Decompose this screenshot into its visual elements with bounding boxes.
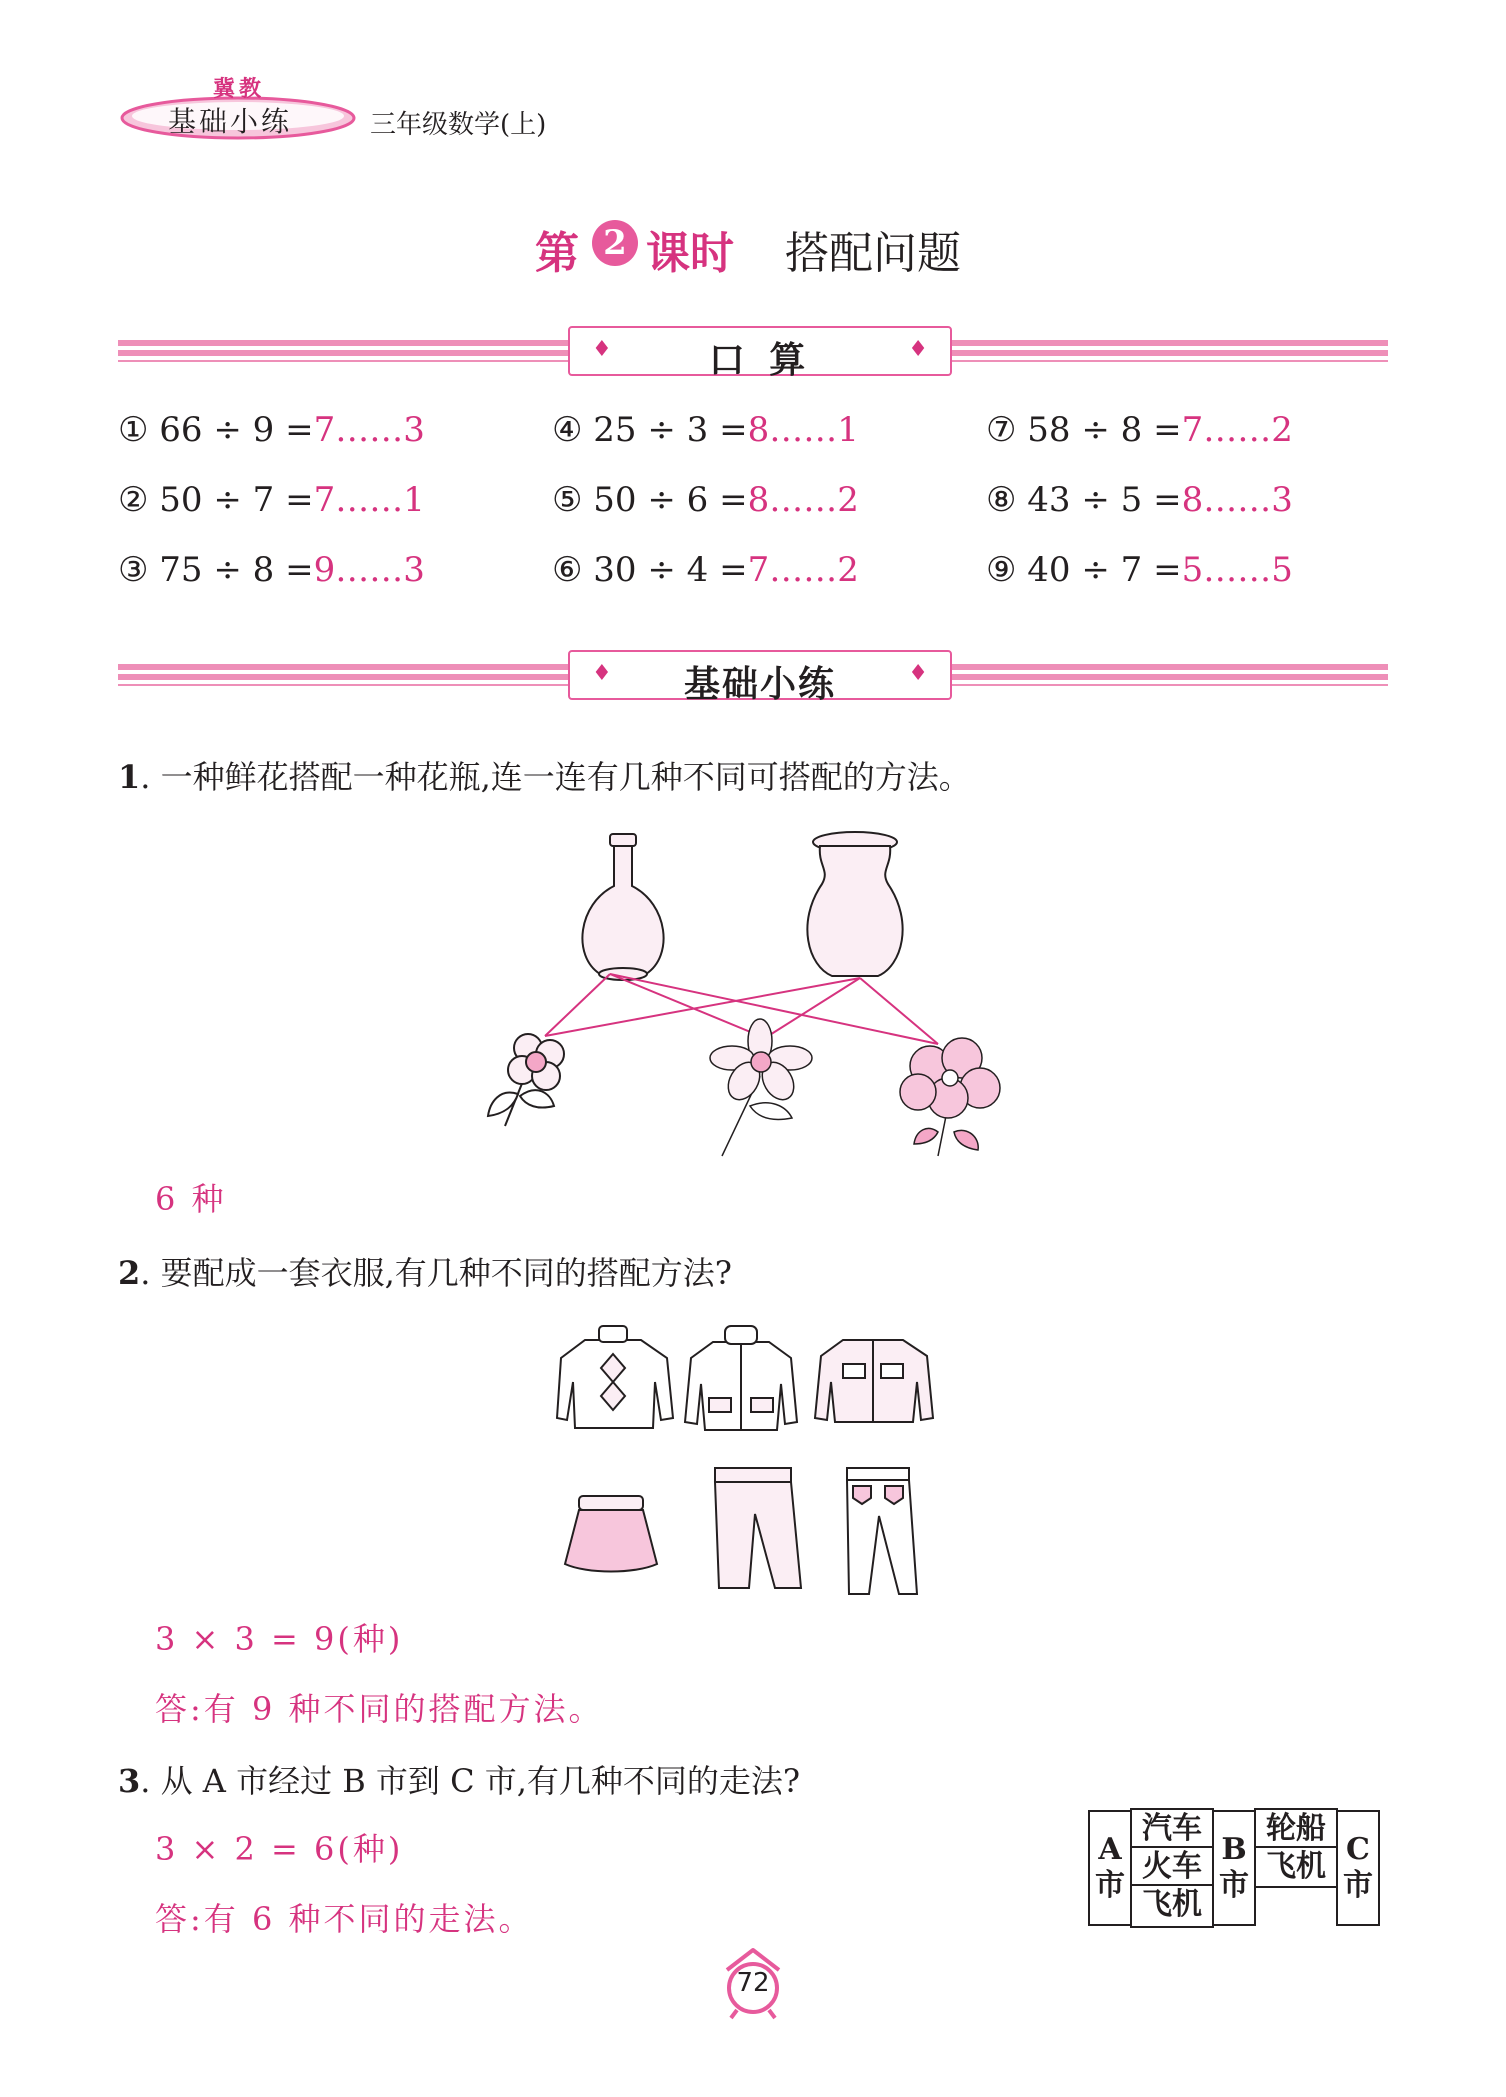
series-publisher: 冀教 [213,76,266,102]
calc-item: ② 50 ÷ 7 =7……1 [118,480,425,520]
calc-item: ① 66 ÷ 9 =7……3 [118,410,425,450]
flower-icon [710,1019,812,1156]
calc-item: ③ 75 ÷ 8 =9……3 [118,550,425,590]
calc-item: ⑧ 43 ÷ 5 =8……3 [986,480,1293,520]
problem-1: 1. 一种鲜花搭配一种花瓶,连一连有几种不同可搭配的方法。 [118,758,971,796]
page-number: 72 [736,1968,770,1998]
section-title: 口 算 [708,339,812,381]
answer-3-statement: 答:有 6 种不同的走法。 [155,1900,534,1938]
calc-item: ⑦ 58 ÷ 8 =7……2 [986,410,1293,450]
sweater-icon [557,1326,673,1428]
grade-title: 三年级数学(上) [370,110,547,140]
diamond-icon: ♦ [592,661,612,686]
route-option: 汽车 [1132,1810,1212,1848]
calc-item: ⑥ 30 ÷ 4 =7……2 [552,550,859,590]
clothing-illustration [555,1318,955,1604]
problem-3: 3. 从 A 市经过 B 市到 C 市,有几种不同的走法? [118,1762,801,1800]
calc-item: ⑤ 50 ÷ 6 =8……2 [552,480,859,520]
b-to-c-routes [1254,1808,1338,1888]
city-c-box: C 市 [1336,1810,1380,1926]
diamond-icon: ♦ [908,661,928,686]
trousers-icon [715,1468,801,1588]
calc-item: ⑨ 40 ÷ 7 =5……5 [986,550,1293,590]
city-b-box: B 市 [1212,1810,1256,1926]
vase-flower-illustration [460,826,1040,1166]
answer-3-calc: 3 × 2 = 6(种) [155,1830,404,1868]
problem-2: 2. 要配成一套衣服,有几种不同的搭配方法? [118,1254,732,1292]
vase-icon [582,834,663,980]
series-title: 基础小练 [168,105,293,138]
lesson-suffix: 课时 [646,228,734,279]
flower-icon [488,1034,564,1126]
answer-1: 6 种 [155,1180,227,1218]
calc-item: ④ 25 ÷ 3 =8……1 [552,410,859,450]
connection-lines [545,974,938,1044]
city-a-box: A 市 [1088,1810,1132,1926]
section-header-oral [568,326,952,381]
route-option: 轮船 [1256,1810,1336,1848]
section-title: 基础小练 [683,663,836,705]
flower-icon [900,1038,1000,1156]
lesson-topic: 搭配问题 [785,228,961,279]
jacket-icon [685,1326,797,1430]
skirt-icon [565,1496,657,1572]
lesson-prefix: 第 [535,228,579,279]
diamond-icon: ♦ [592,337,612,362]
route-option: 飞机 [1142,1887,1202,1922]
diamond-icon: ♦ [908,337,928,362]
section-header-practice [568,650,952,705]
a-to-b-routes [1130,1808,1214,1928]
vase-icon [807,832,902,976]
lesson-number: 2 [592,220,638,266]
answer-2-statement: 答:有 9 种不同的搭配方法。 [155,1690,604,1728]
denim-jacket-icon [815,1340,933,1422]
jeans-icon [847,1468,917,1594]
route-option: 火车 [1132,1848,1212,1886]
route-option: 飞机 [1266,1849,1326,1884]
answer-2-calc: 3 × 3 = 9(种) [155,1620,404,1658]
